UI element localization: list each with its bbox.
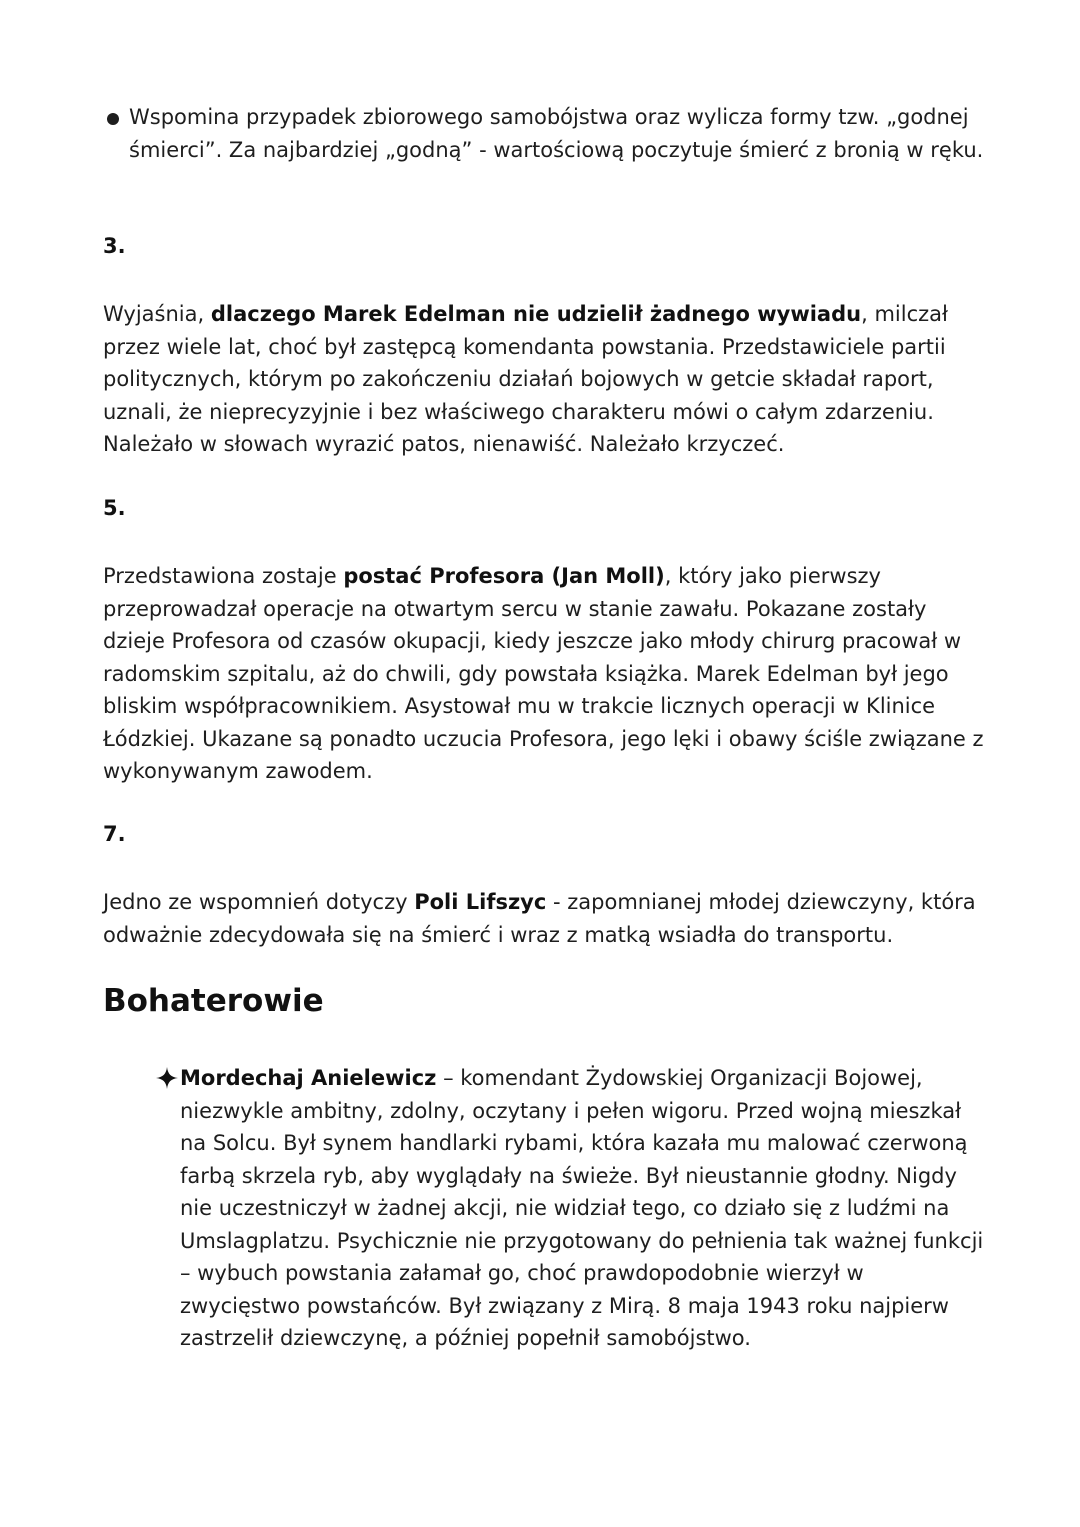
hero-description: [180, 1062, 985, 1355]
section-text-bold: postać Profesora (Jan Moll): [343, 564, 665, 588]
bullet-dot-icon: [107, 113, 119, 125]
section-number: 5.: [103, 496, 126, 520]
bullet-text: Wspomina przypadek zbiorowego samobójstwa oraz wylicza formy tzw. „godnej śmierci”. Za najbardziej „godną” - wartościową poczytuje śmierć z bronią w ręku.: [129, 105, 984, 162]
section-text-post: , milczał przez wiele lat, choć był zastępcą komendanta powstania. Przedstawiciele partii politycznych, którym po zakończeniu działań bojowych w getcie składał raport, uznali, że nieprecyzyjnie i bez właściwego charakteru mówi o całym zdarzeniu. Należało w słowach wyrazić patos, nienawiść. Należało krzyczeć.: [103, 302, 948, 456]
section-text-post: - zapomnianej młodej dziewczyny, która odważnie zdecydowała się na śmierć i wraz z matką wsiadła do transportu.: [103, 890, 976, 947]
section-paragraph: [103, 298, 993, 461]
section-paragraph: [103, 886, 993, 951]
section-text-bold: Poli Lifszyc: [414, 890, 547, 914]
section-number: 7.: [103, 822, 126, 846]
hero-name: Mordechaj Anielewicz: [180, 1066, 437, 1090]
section-text-post: , który jako pierwszy przeprowadzał operacje na otwartym sercu w stanie zawału. Pokazane zostały dzieje Profesora od czasów okupacji, kiedy jeszcze jako młody chirurg pracował w radomskim szpitalu, aż do chwili, gdy powstała książka. Marek Edelman był jego bliskim współpracownikiem. Asystował mu w trakcie licznych operacji w Klinice Łódzkiej. Ukazane są ponadto uczucia Profesora, jego lęki i obawy ściśle związane z wykonywanym zawodem.: [103, 564, 984, 783]
section-text-bold: dlaczego Marek Edelman nie udzielił żadnego wywiadu: [210, 302, 862, 326]
section-text-pre: Wyjaśnia,: [103, 302, 211, 326]
hero-text: – komendant Żydowskiej Organizacji Bojowej, niezwykle ambitny, zdolny, oczytany i pełen wigoru. Przed wojną mieszkał na Solcu. Był synem handlarki rybami, która kazała mu malować czerwoną farbą skrzela ryb, aby wyglądały na świeże. Był nieustannie głodny. Nigdy nie uczestniczył w żadnej akcji, nie widział tego, co działo się z ludźmi na Umslagplatzu. Psychicznie nie przygotowany do pełnienia tak ważnej funkcji – wybuch powstania załamał go, choć prawdopodobnie wierzył w zwycięstwo powstańców. Był związany z Mirą. 8 maja 1943 roku najpierw zastrzelił dziewczynę, a później popełnił samobójstwo.: [180, 1066, 984, 1350]
section-text-pre: Jedno ze wspomnień dotyczy: [103, 890, 415, 914]
heroes-heading: Bohaterowie: [103, 983, 324, 1019]
section-number: 3.: [103, 234, 126, 258]
four-point-star-icon: [155, 1066, 179, 1090]
section-text-pre: Przedstawiona zostaje: [103, 564, 344, 588]
section-paragraph: [103, 560, 993, 788]
